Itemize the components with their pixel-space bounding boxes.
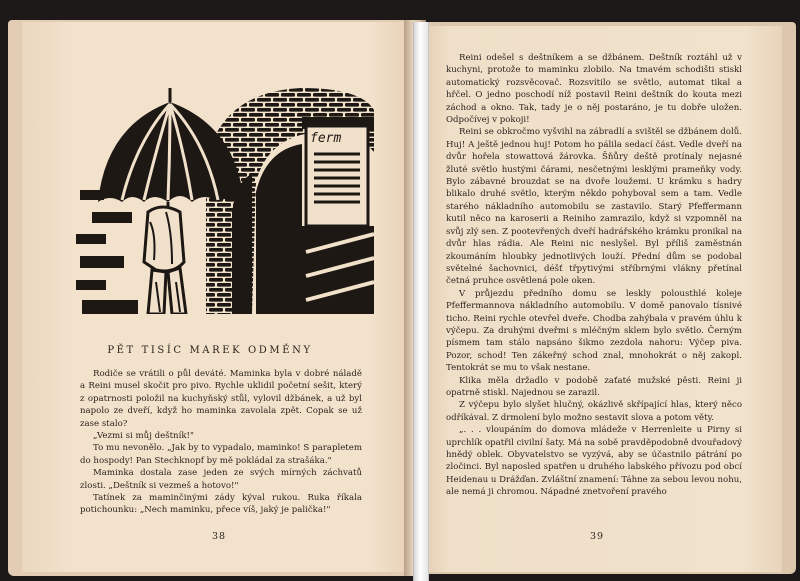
paragraph: Reini se obkročmo vyšvihl na zábradlí a svištěl se džbánem dolů. Huj! A ještě jednou huj! Potom ho pálila sedací část. Vedle dveří na dvůr hořela stowattová žárovka. Šňůry deště protínaly nejasné žluté světlo hustými čárami, nesčetnými lesklými prameňky vody. Bylo zábavné brouzdat se na dvoře loužemi. U krámku s hadry blikalo druhé světlo, kterým někdo pohyboval sem a tam. Vedle starého nákladního automobilu se zastavilo. Starý Pfeffermann kutil něco na karoserii a Reiniho zamrazilo, když si vzpomněl na svůj zlý sen. Z pootevřených dveří hadrářského krámku pronikal na dvůr hlas rádia. Ale Reini nic neslyšel. Byl příliš zaměstnán zkoumáním hloubky jednotlivých louží. Přední dům se podobal světelné šachovnici, déšť třpytivými stříbrnými vlákny přetínal četná pruhce osvětlená pole oken. xyxy=(446,127,742,287)
paragraph: Klika měla držadlo v podobě zaťaté mužské pěsti. Reini ji opatrně stiskl. Najednou se zarazil. xyxy=(446,375,742,398)
page-number-left: 38 xyxy=(212,531,227,542)
paragraph: Z výčepu bylo slyšet hlučný, okázlivě skřípající hlas, který něco odříkával. Z drmolení bylo možno sestavit slova a potom věty. xyxy=(446,400,742,423)
paragraph: V průjezdu předního domu se leskly polousthlé koleje Pfeffermannova nákladního automobilu. V domě panovalo tísnivé ticho. Reini rychle otevřel dveře. Chodba zahýbala v pravém úhlu k výčepu. Za druhými dveřmi s mléčným sklem bylo světlo. Černým písmem tam stálo napsáno šikmo zezdola nahoru: Výčep piva. Pozor, schod! Ten zákeřný schod znal, mnohokrát o něj zakopl. Tentokrát se mu to však nestane. xyxy=(446,288,742,374)
umbrella-boy-illustration xyxy=(56,62,374,314)
paragraph: Rodiče se vrátili o půl deváté. Maminka byla v dobré náladě a Reini musel skočit pro pivo. Rychle uklidil početní sešit, který z opatrnosti položil na kuchyňský stůl, vylovil džbánek, a už byl napolo ze dveří, když ho maminka zavolala zpět. Copak se už zase stalo? xyxy=(80,369,362,429)
right-page-text xyxy=(446,52,742,499)
chapter-title: PĚT TISÍC MAREK ODMĚNY xyxy=(107,345,313,356)
paragraph: „Vezmi si můj deštník!" xyxy=(93,431,194,442)
paragraph: Maminka dostala zase jeden ze svých mírných záchvatů zlosti. „Deštník si vezmeš a hotovo!" xyxy=(80,468,362,491)
paragraph: Reini odešel s deštníkem a se džbánem. Deštník roztáhl už v kuchyni, protože to maminku zlobilo. Na tmavém schodišti stiskl automatický rozsvěcovač. Rozsvítilo se světlo, automat tikal a hřčel. O jedno poschodí níž postavil Reini deštník do kouta mezi záchod a okno. Tak, tady je o něj postaráno, je tu dobře uložen. Odpočívej v pokoji! xyxy=(446,53,742,126)
shop-sign: ferm xyxy=(310,131,342,146)
paragraph: „. . . vloupáním do domova mládeže v Herrenleite u Pirny si uprchlík opatřil civilní šaty. Má na sobě pravděpodobně dvouřadový hnědý oblek. Obyvatelstvo se vyzývá, aby se účastnilo pátrání po zločinci. Byl naposled spatřen u druhého labského přívozu pod obcí Heidenau u Drážďan. Zvláštní znamení: Táhne za sebou levou nohu, ale nemá ji chromou. Nápadné znetvoření pravého xyxy=(446,425,742,498)
paragraph: Tatínek za maminčinými zády kýval rukou. Ruka říkala potichounku: „Nech maminku, přece víš, jaký je palička!" xyxy=(80,493,362,516)
page-number-right: 39 xyxy=(590,531,605,542)
bookmark-ribbon[interactable] xyxy=(413,22,429,581)
left-page-text xyxy=(80,368,362,517)
paragraph: To mu nevonělo. „Jak by to vypadalo, maminko! S parapletem do hospody! Pan Stechknopf by mě pokládal za strašáka." xyxy=(80,443,362,466)
